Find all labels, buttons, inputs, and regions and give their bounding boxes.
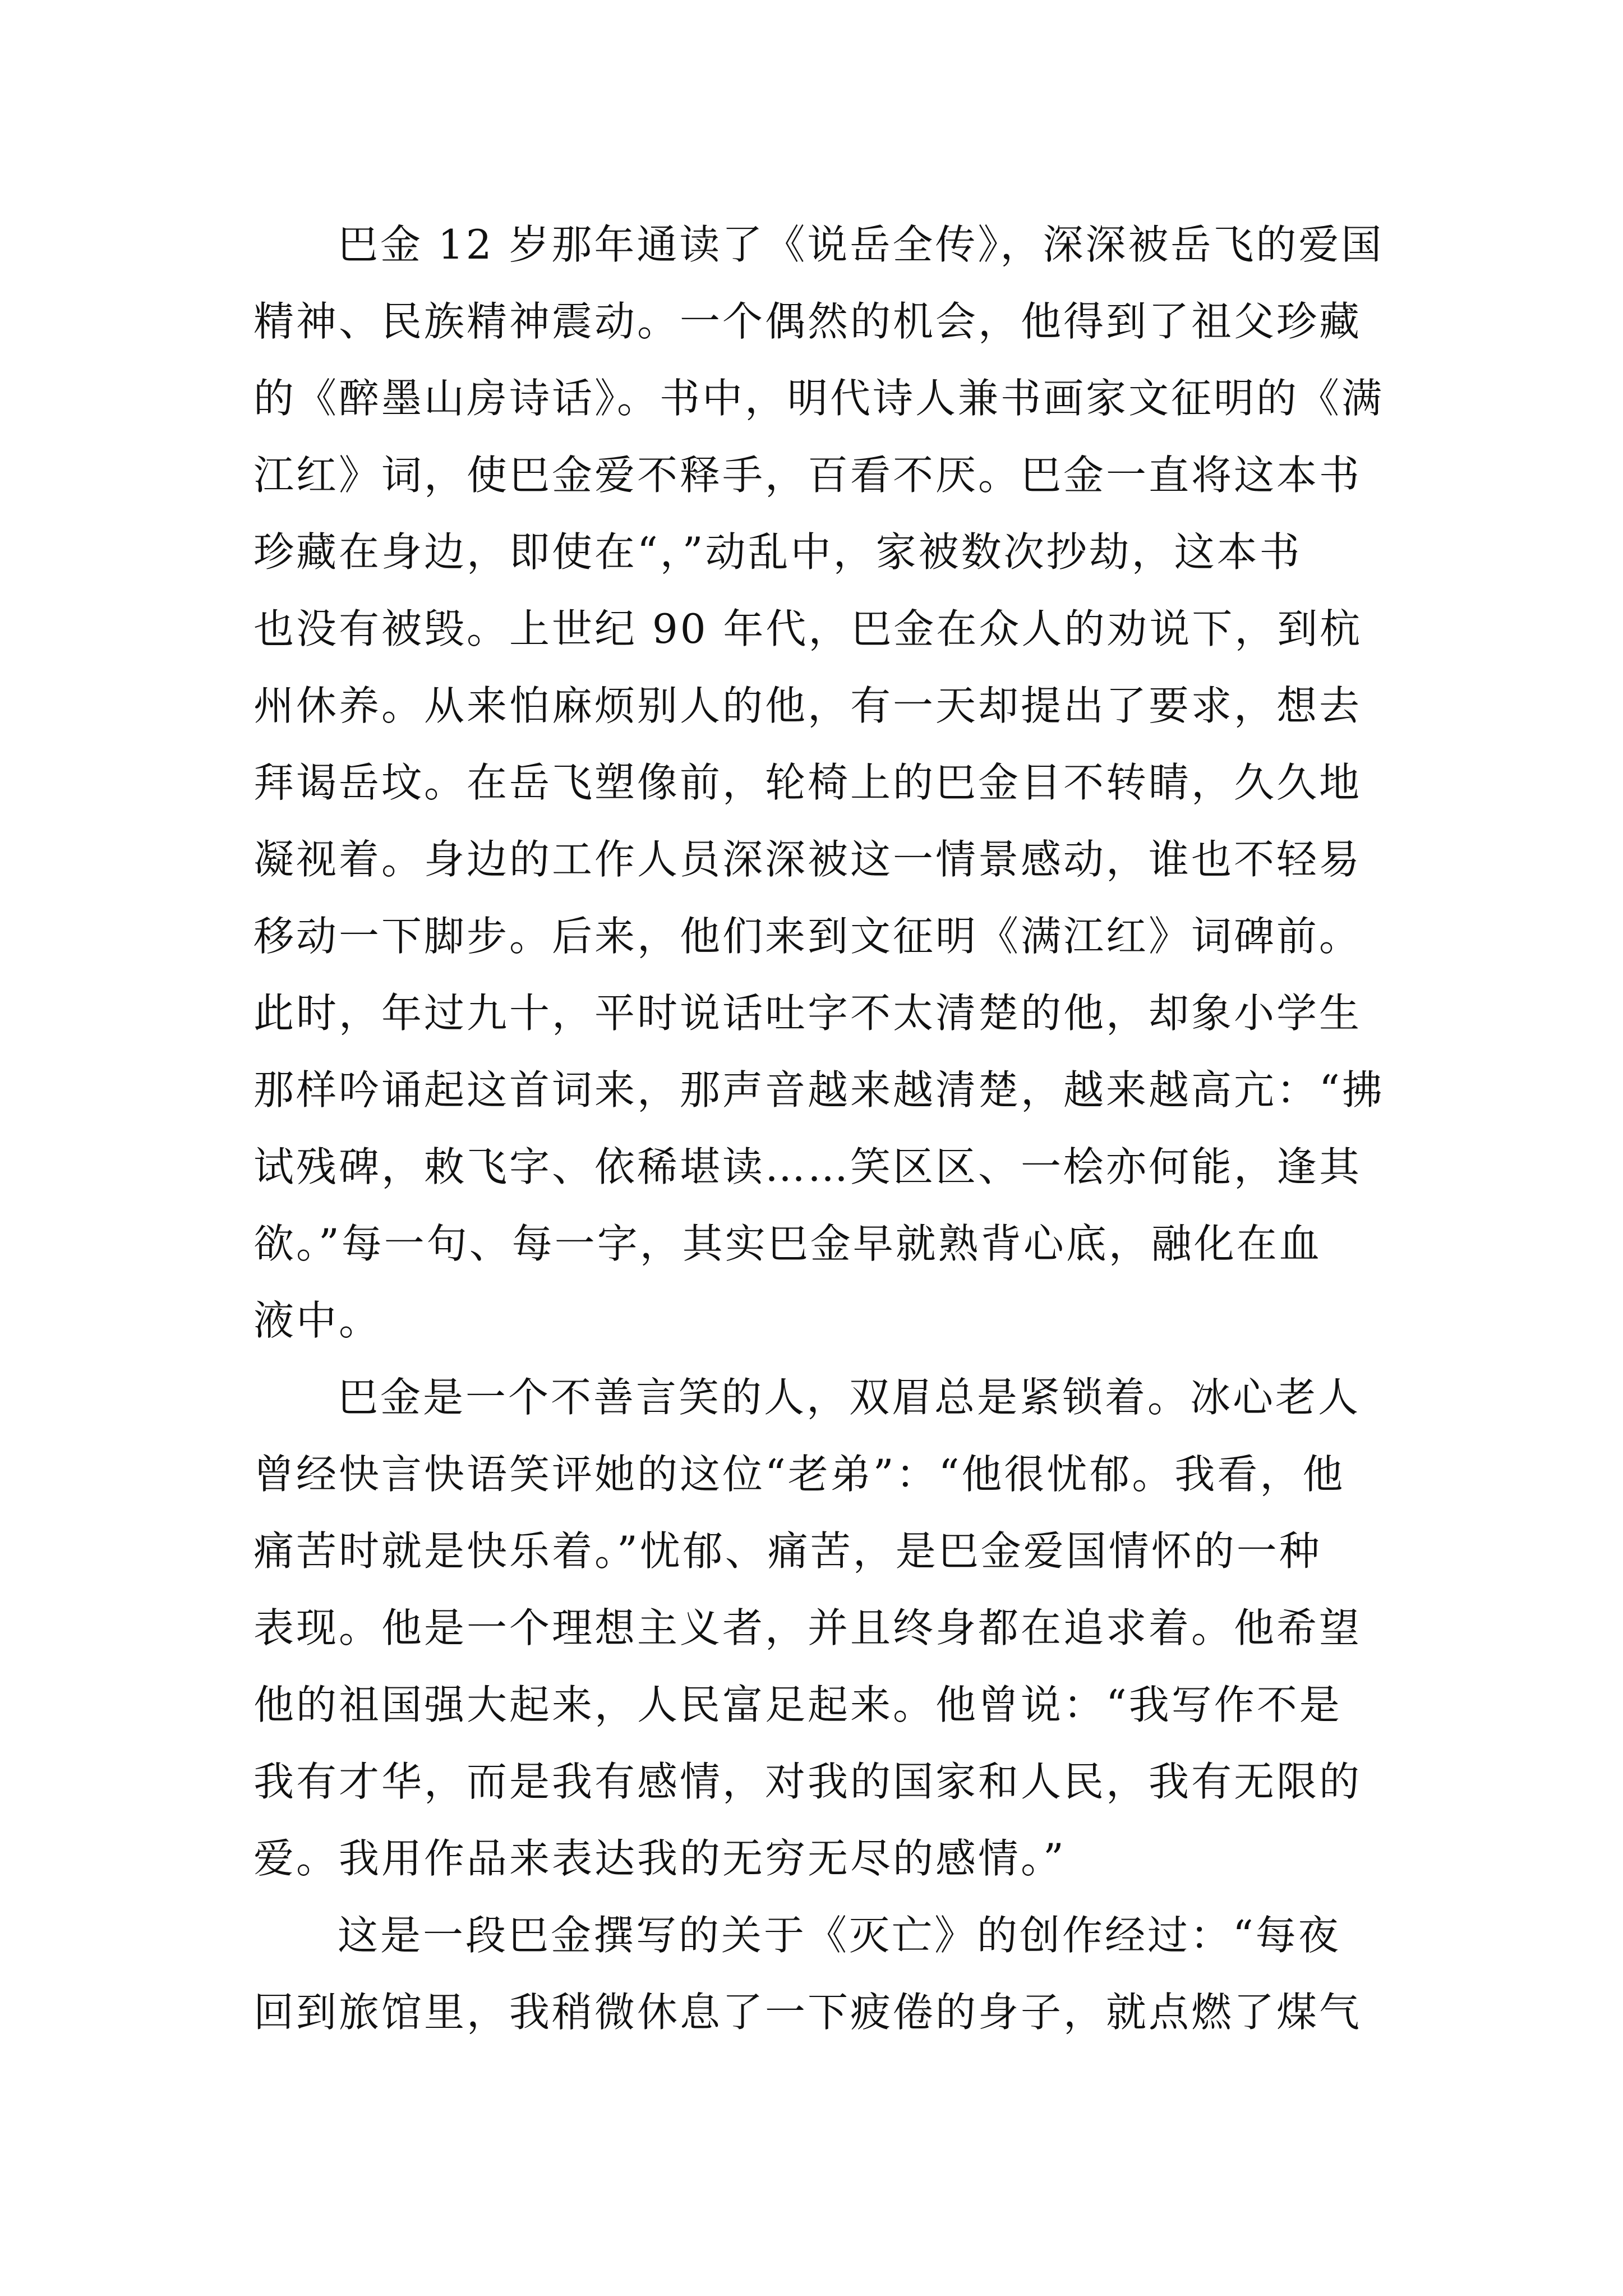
- text-line: 巴金 12 岁那年通读了《说岳全传》，深深被岳飞的爱国: [338, 221, 1384, 268]
- text-line: 也没有被毁。上世纪 90 年代，巴金在众人的劝说下，到杭: [253, 605, 1363, 652]
- text-line: 的《醉墨山房诗话》。书中，明代诗人兼书画家文征明的《满: [253, 375, 1385, 422]
- text-line: 那样吟诵起这首词来，那声音越来越清楚，越来越高亢：“拂: [253, 1066, 1385, 1114]
- text-line: 表现。他是一个理想主义者，并且终身都在追求着。他希望: [253, 1604, 1362, 1651]
- text-line: 巴金是一个不善言笑的人，双眉总是紧锁着。冰心老人: [338, 1374, 1361, 1421]
- text-line: 精神、民族精神震动。一个偶然的机会，他得到了祖父珍藏: [253, 298, 1362, 345]
- text-line: 此时，年过九十，平时说话吐字不太清楚的他，却象小学生: [253, 990, 1362, 1037]
- text-line: 欲。”每一句、每一字，其实巴金早就熟背心底，融化在血: [253, 1220, 1322, 1267]
- text-line: 州休养。从来怕麻烦别人的他，有一天却提出了要求，想去: [253, 682, 1362, 729]
- paragraph-2: [253, 1359, 1381, 1897]
- document-body: [253, 206, 1385, 2051]
- paragraph-3: [253, 1897, 1381, 2051]
- text-line: 回到旅馆里，我稍微休息了一下疲倦的身子，就点燃了煤气: [253, 1989, 1362, 2036]
- text-line: 爱。我用作品来表达我的无穷无尽的感情。”: [253, 1835, 1066, 1882]
- text-line: 曾经快言快语笑评她的这位“老弟”：“他很忧郁。我看，他: [253, 1451, 1345, 1498]
- paragraph-1: [253, 206, 1385, 1359]
- text-line: 他的祖国强大起来，人民富足起来。他曾说：“我写作不是: [253, 1681, 1342, 1728]
- text-line: 凝视着。身边的工作人员深深被这一情景感动，谁也不轻易: [253, 836, 1362, 883]
- text-line: 珍藏在身边，即使在“，”动乱中，家被数次抄劫，这本书: [253, 528, 1302, 576]
- text-line: 试残碑，敕飞字、依稀堪读……笑区区、一桧亦何能，逢其: [253, 1143, 1362, 1190]
- text-line: 液中。: [253, 1297, 382, 1344]
- text-line: 拜谒岳坟。在岳飞塑像前，轮椅上的巴金目不转睛，久久地: [253, 759, 1362, 806]
- text-line: 江红》词，使巴金爱不释手，百看不厌。巴金一直将这本书: [253, 452, 1362, 499]
- text-line: 移动一下脚步。后来，他们来到文征明《满江红》词碑前。: [253, 913, 1362, 960]
- text-line: 我有才华，而是我有感情，对我的国家和人民，我有无限的: [253, 1758, 1362, 1805]
- text-line: 痛苦时就是快乐着。”忧郁、痛苦，是巴金爱国情怀的一种: [253, 1527, 1322, 1575]
- text-line: 这是一段巴金撰写的关于《灭亡》的创作经过：“每夜: [338, 1912, 1341, 1959]
